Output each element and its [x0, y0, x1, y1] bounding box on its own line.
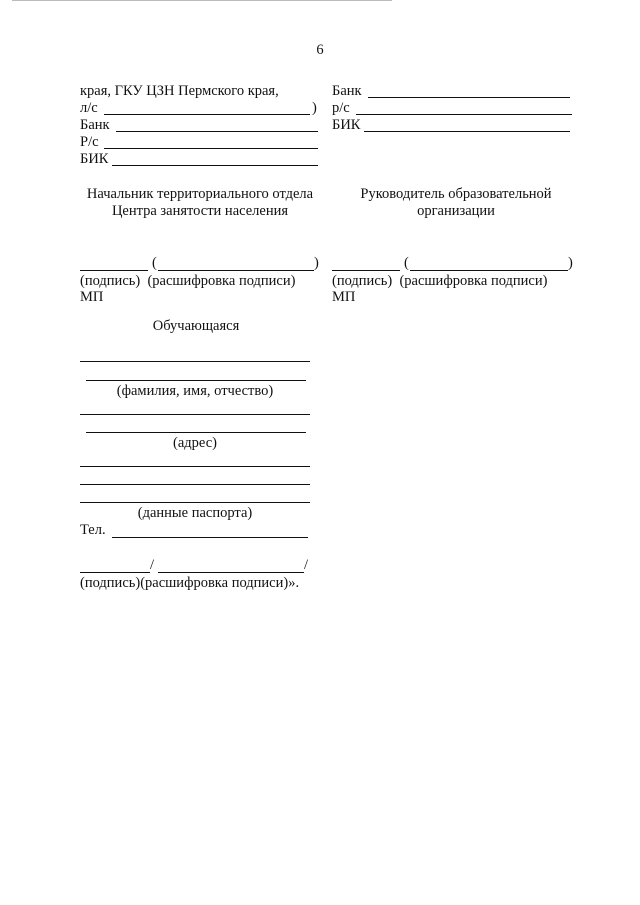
- left-stamp: МП: [80, 289, 104, 305]
- left-bank-label: Банк: [80, 117, 110, 133]
- student-slash-2: /: [304, 557, 309, 573]
- student-address-caption: (адрес): [173, 435, 217, 451]
- left-bik-line[interactable]: [112, 165, 318, 166]
- left-ls-line[interactable]: [104, 114, 310, 115]
- left-sig-decode-line[interactable]: [158, 270, 314, 271]
- student-fio-line-1[interactable]: [80, 361, 310, 362]
- student-fio-line-2[interactable]: [86, 380, 306, 381]
- right-rs-line[interactable]: [356, 114, 572, 115]
- student-passport-line-1[interactable]: [80, 466, 310, 467]
- student-heading: Обучающаяся: [152, 318, 240, 334]
- left-sig-caption: (подпись) (расшифровка подписи): [80, 273, 296, 289]
- right-sig-close: ): [568, 255, 573, 271]
- left-bank-line1: края, ГКУ ЦЗН Пермского края,: [80, 83, 279, 99]
- scan-top-edge: [12, 0, 392, 1]
- right-bank-label: Банк: [332, 83, 362, 99]
- student-sig-caption: (подпись)(расшифровка подписи)».: [80, 575, 300, 591]
- right-bik-line[interactable]: [364, 131, 570, 132]
- right-sig-open: (: [404, 255, 409, 271]
- student-address-line-2[interactable]: [86, 432, 306, 433]
- left-signatory-title-1: Начальник территориального отдела: [86, 186, 314, 202]
- student-sig-decode-line[interactable]: [158, 572, 304, 573]
- left-bank-line[interactable]: [116, 131, 318, 132]
- right-sig-decode-line[interactable]: [410, 270, 568, 271]
- student-passport-line-2[interactable]: [80, 484, 310, 485]
- student-fio-caption: (фамилия, имя, отчество): [116, 383, 274, 399]
- right-stamp: МП: [332, 289, 356, 305]
- right-signatory-title-1: Руководитель образовательной: [360, 186, 552, 202]
- left-rs-label: Р/с: [80, 134, 99, 150]
- left-sig-open: (: [152, 255, 157, 271]
- left-rs-line[interactable]: [104, 148, 318, 149]
- page-number: 6: [316, 42, 324, 58]
- student-tel-line[interactable]: [112, 537, 308, 538]
- right-bik-label: БИК: [332, 117, 361, 133]
- student-address-line-1[interactable]: [80, 414, 310, 415]
- student-tel-label: Тел.: [80, 522, 106, 538]
- student-passport-line-3[interactable]: [80, 502, 310, 503]
- right-bank-line[interactable]: [368, 97, 570, 98]
- student-passport-caption: (данные паспорта): [137, 505, 253, 521]
- left-signature-line[interactable]: [80, 270, 148, 271]
- right-rs-label: р/с: [332, 100, 350, 116]
- right-signatory-title-2: организации: [417, 203, 495, 219]
- right-sig-caption: (подпись) (расшифровка подписи): [332, 273, 548, 289]
- right-signature-line[interactable]: [332, 270, 400, 271]
- left-signatory-title-2: Центра занятости населения: [111, 203, 289, 219]
- left-ls-close: ): [312, 100, 317, 116]
- left-bik-label: БИК: [80, 151, 109, 167]
- left-ls-label: л/с: [80, 100, 98, 116]
- left-sig-close: ): [314, 255, 319, 271]
- student-signature-line[interactable]: [80, 572, 150, 573]
- student-slash-1: /: [150, 557, 155, 573]
